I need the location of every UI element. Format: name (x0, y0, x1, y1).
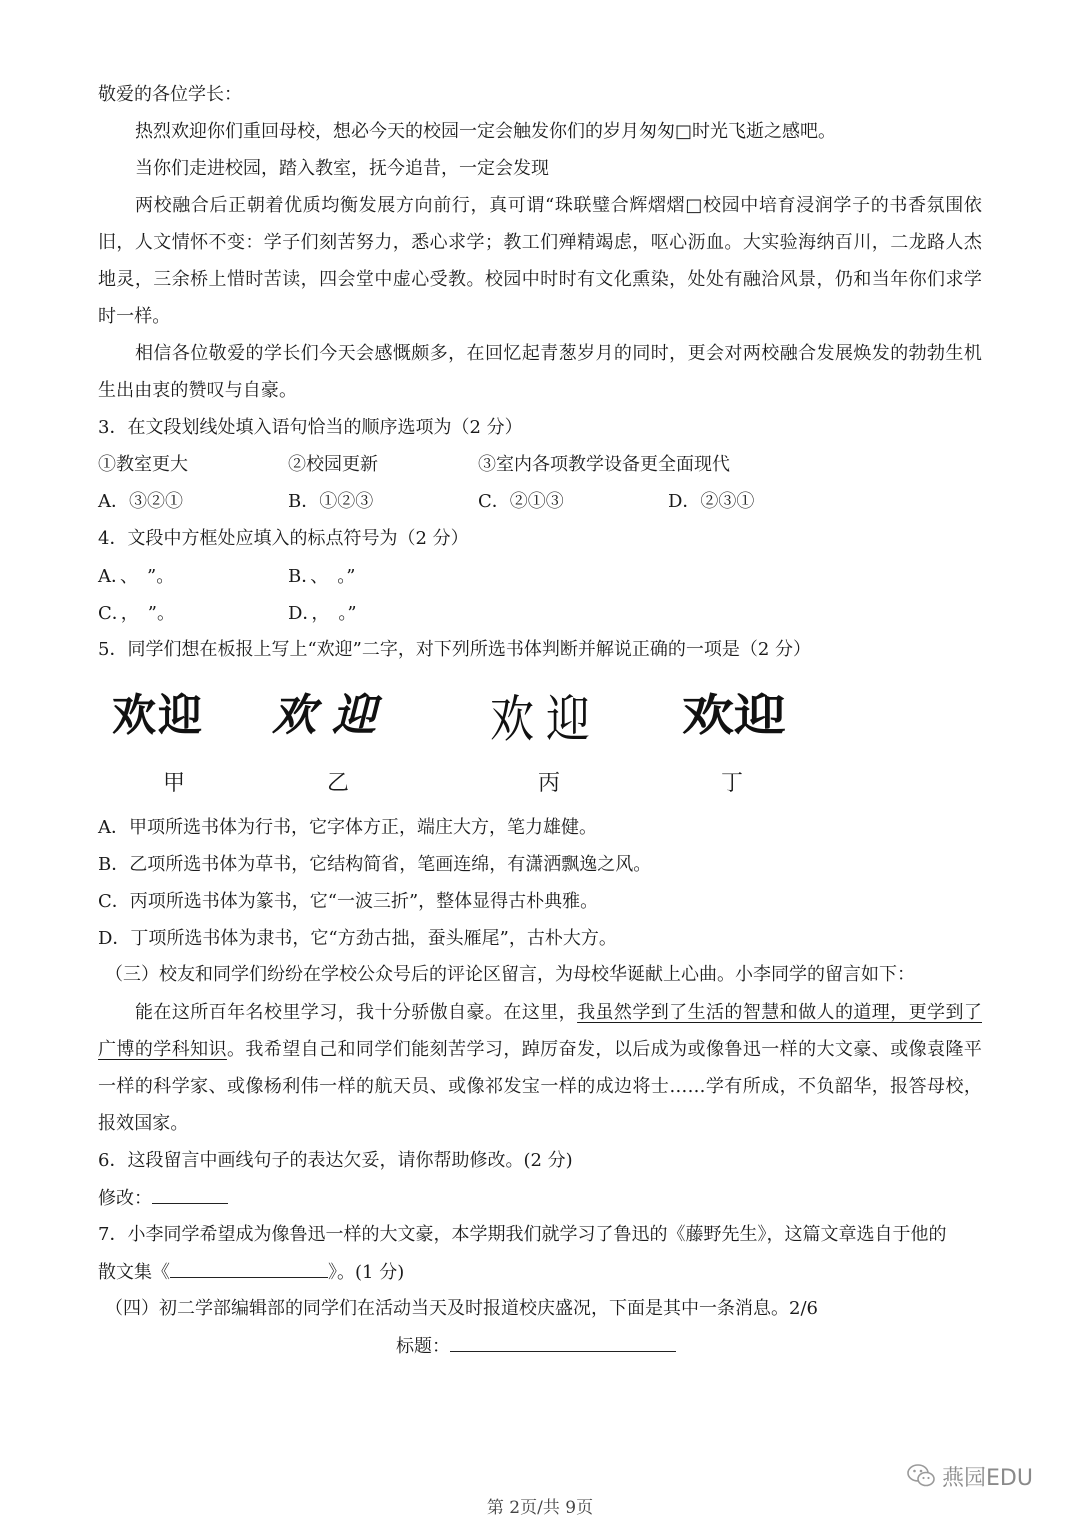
question-7-line-1: 7．小李同学希望成为像鲁迅一样的大文豪，本学期我们就学习了鲁迅的《藤野先生》，这篇文章选自于他的 (98, 1224, 947, 1245)
calligraphy-ding: 欢迎 (682, 691, 786, 740)
letter-paragraph-1: 热烈欢迎你们重回母校，想必今天的校园一定会触发你们的岁月匆匆□时光飞逝之感吧。 (135, 121, 837, 142)
q5-option-c: C．丙项所选书体为篆书，它“一波三折”，整体显得古朴典雅。 (98, 891, 599, 912)
calligraphy-label-bing: 丙 (538, 771, 561, 796)
essay-collection-blank[interactable] (170, 1259, 328, 1278)
student-message (98, 994, 982, 1142)
q5-option-b: B．乙项所选书体为草书，它结构简省，笔画连绵，有潇洒飘逸之风。 (98, 854, 652, 875)
calligraphy-bing: 欢迎 (490, 690, 602, 750)
q3-option-c: C．②①③ (478, 491, 564, 512)
calligraphy-label-yi: 乙 (327, 771, 350, 796)
calligraphy-label-ding: 丁 (721, 771, 744, 796)
section-4-intro: （四）初二学部编辑部的同学们在活动当天及时报道校庆盛况，下面是其中一条消息。2/6 (105, 1298, 818, 1319)
q3-option-d: D．②③① (668, 491, 755, 512)
question-7-line-2 (98, 1259, 982, 1286)
student-message-start: 能在这所百年名校里学习，我十分骄傲自豪。在这里， (135, 1002, 578, 1023)
headline-row (396, 1333, 696, 1360)
question-6-answer (98, 1185, 982, 1212)
calligraphy-jia: 欢迎 (112, 690, 204, 741)
page-footer: 第 2页/共 9页 (486, 1498, 594, 1518)
watermark (906, 1459, 1033, 1493)
student-message-end: 。我希望自己和同学们能刻苦学习，踔厉奋发，以后成为或像鲁迅一样的大文豪、或像袁隆平一样的科学家、或像杨利伟一样的航天员、或像祁发宝一样的成边将士……学有所成，不负韶华，报答母校，报效国家。 (98, 1039, 982, 1134)
calligraphy-yi: 欢迎 (272, 690, 392, 741)
q7-prefix: 散文集《 (98, 1262, 170, 1283)
revise-label: 修改： (98, 1188, 152, 1209)
revise-answer-blank[interactable] (152, 1185, 228, 1204)
q3-option-b: B．①②③ (288, 491, 374, 512)
question-5-stem: 5．同学们想在板报上写上“欢迎”二字，对下列所选书体判断并解说正确的一项是（2 分） (98, 639, 812, 660)
question-3-stem: 3．在文段划线处填入语句恰当的顺序选项为（2 分） (98, 417, 523, 438)
section-3-intro: （三）校友和同学们纷纷在学校公众号后的评论区留言，为母校华诞献上心曲。小李同学的留言如下： (105, 964, 915, 985)
question-6-stem: 6．这段留言中画线句子的表达欠妥，请你帮助修改。(2 分) (98, 1150, 573, 1171)
q3-item-2: ②校园更新 (288, 454, 378, 475)
salutation: 敬爱的各位学长： (98, 84, 242, 105)
q5-option-d: D．丁项所选书体为隶书，它“方劲古拙，蚕头雁尾”，古朴大方。 (98, 928, 617, 949)
q3-item-1: ①教室更大 (98, 454, 188, 475)
headline-blank[interactable] (450, 1333, 676, 1352)
q3-option-a: A．③②① (98, 491, 183, 512)
underlined-sentence: 我虽然学到了生活的智慧和做人的道理，更学到了广博的学科知识 (98, 1002, 982, 1060)
question-4-stem: 4．文段中方框处应填入的标点符号为（2 分） (98, 528, 469, 549)
letter-paragraph-4: 相信各位敬爱的学长们今天会感慨颇多，在回忆起青葱岁月的同时，更会对两校融合发展焕发的勃勃生机生出由衷的赞叹与自豪。 (98, 343, 982, 401)
q7-suffix: 》。(1 分) (328, 1262, 405, 1283)
letter-paragraph-2: 当你们走进校园，踏入教室，抚今追昔，一定会发现 (135, 158, 549, 179)
q5-option-a: A．甲项所选书体为行书，它字体方正，端庄大方，笔力雄健。 (98, 817, 597, 838)
letter-paragraph-3: 两校融合后正朝着优质均衡发展方向前行，真可谓“珠联璧合辉熠熠□校园中培育浸润学子的书香氛围依旧，人文情怀不变：学子们刻苦努力，悉心求学；教工们殚精竭虑，呕心沥血。大实验海纳百川，二龙路人杰地灵，三余桥上惜时苦读，四会堂中虚心受教。校园中时时有文化熏染，处处有融洽风景，仍和当年你们求学时一样。 (98, 195, 982, 327)
q4-option-c: C．， ”。 (98, 603, 175, 624)
q4-option-a: A．、 ”。 (98, 566, 175, 587)
q4-option-b: B．、 。” (288, 566, 356, 587)
calligraphy-label-jia: 甲 (163, 771, 186, 796)
q4-option-d: D．， 。” (288, 603, 357, 624)
headline-label: 标题： (396, 1336, 450, 1357)
watermark-text: 燕园EDU (942, 1465, 1033, 1491)
wechat-icon (906, 1463, 936, 1489)
q3-item-3: ③室内各项教学设备更全面现代 (478, 454, 730, 475)
